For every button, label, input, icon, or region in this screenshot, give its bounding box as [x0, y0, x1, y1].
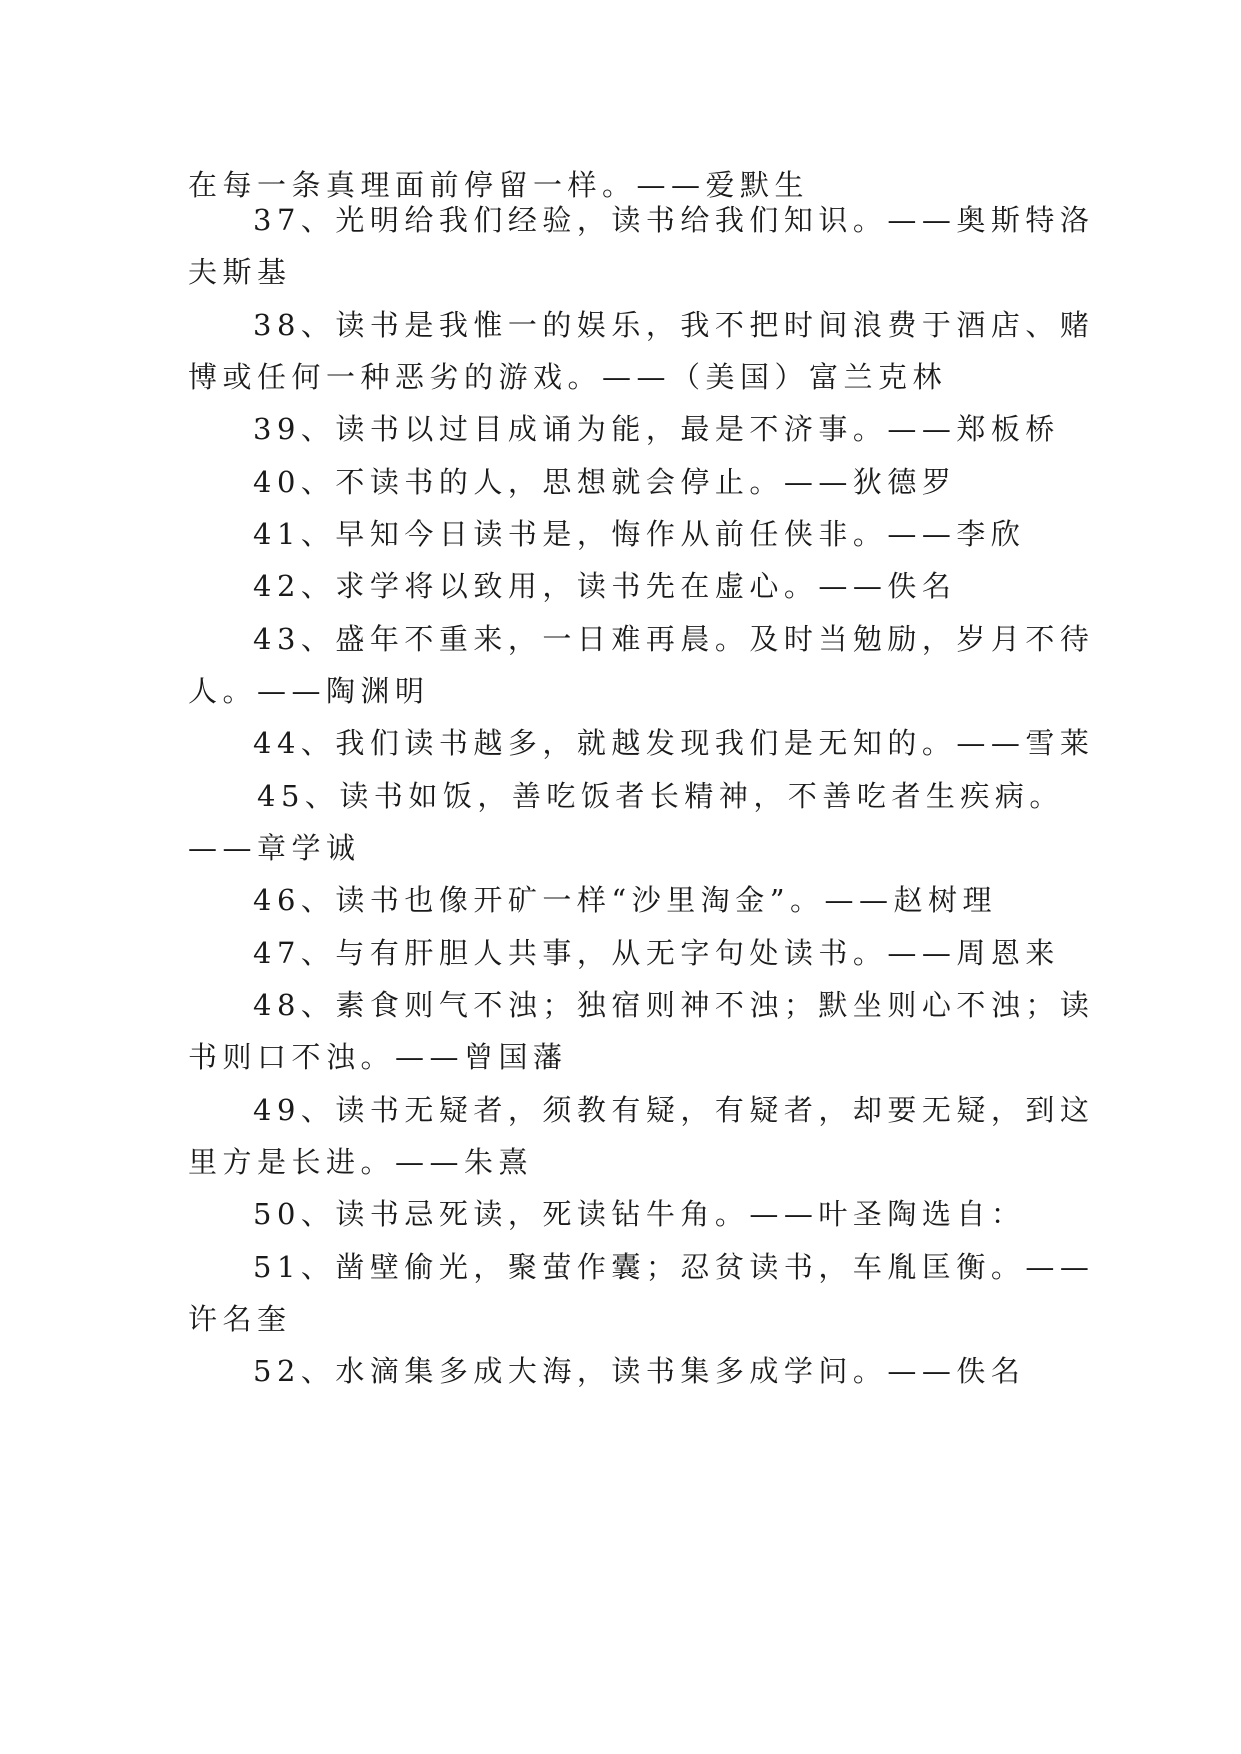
- quote-47: 47、与有肝胆人共事，从无字句处读书。——周恩来: [253, 936, 1060, 970]
- quote-40: 40、不读书的人，思想就会停止。——狄德罗: [253, 465, 957, 499]
- text-line: 书则口不浊。——曾国藩: [188, 1040, 568, 1074]
- quote-39: 39、读书以过目成诵为能，最是不济事。——郑板桥: [253, 412, 1060, 446]
- quote-38: 38、读书是我惟一的娱乐，我不把时间浪费于酒店、赌: [253, 308, 1095, 342]
- quote-45: 45、读书如饭，善吃饭者长精神，不善吃者生疾病。: [257, 779, 1064, 813]
- text-line: 许名奎: [188, 1302, 292, 1336]
- text-line: 夫斯基: [188, 255, 292, 289]
- quote-52: 52、水滴集多成大海，读书集多成学问。——佚名: [253, 1354, 1026, 1388]
- quote-44: 44、我们读书越多，就越发现我们是无知的。——雪莱: [253, 726, 1095, 760]
- text-line: 博或任何一种恶劣的游戏。——（美国）富兰克林: [188, 360, 948, 394]
- quote-50: 50、读书忌死读，死读钻牛角。——叶圣陶选自：: [253, 1197, 1026, 1231]
- quote-49: 49、读书无疑者，须教有疑，有疑者，却要无疑，到这: [253, 1093, 1095, 1127]
- text-line: 在每一条真理面前停留一样。——爱默生: [188, 168, 810, 202]
- quote-41: 41、早知今日读书是，悔作从前任侠非。——李欣: [253, 517, 1026, 551]
- quote-48: 48、素食则气不浊；独宿则神不浊；默坐则心不浊；读: [253, 988, 1095, 1022]
- text-line: 人。——陶渊明: [188, 674, 430, 708]
- quote-46: 46、读书也像开矿一样“沙里淘金”。——赵树理: [253, 883, 998, 917]
- quote-51: 51、凿壁偷光，聚萤作囊；忍贫读书，车胤匡衡。——: [253, 1250, 1095, 1284]
- quote-37: 37、光明给我们经验，读书给我们知识。——奥斯特洛: [253, 203, 1095, 237]
- quote-42: 42、求学将以致用，读书先在虚心。——佚名: [253, 569, 957, 603]
- quote-43: 43、盛年不重来，一日难再晨。及时当勉励，岁月不待: [253, 622, 1095, 656]
- text-line: 里方是长进。——朱熹: [188, 1145, 534, 1179]
- text-line: ——章学诚: [188, 831, 361, 865]
